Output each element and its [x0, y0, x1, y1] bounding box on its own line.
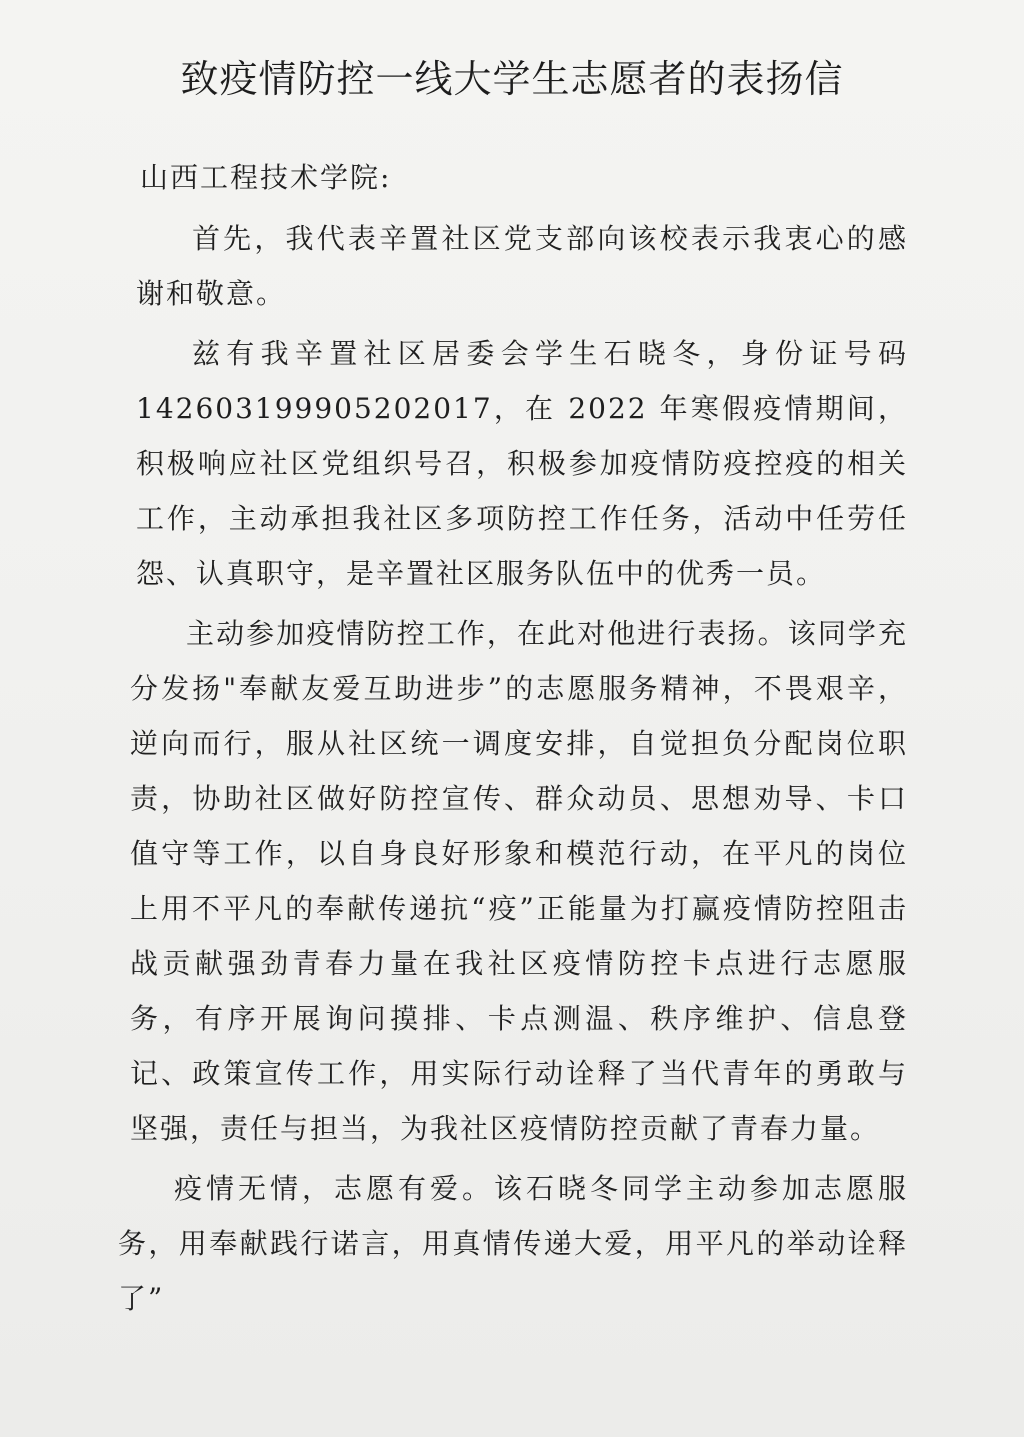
letter-title: 致疫情防控一线大学生志愿者的表扬信: [180, 57, 844, 101]
letter-paragraph: 主动参加疫情防控工作，在此对他进行表扬。该同学充分发扬"奉献友爱互助进步”的志愿服务精神，不畏艰辛，逆向而行，服从社区统一调度安排，自觉担负分配岗位职责，协助社区做好防控宣传、群众动员、思想劝导、卡口值守等工作，以自身良好形象和模范行动，在平凡的岗位上用不平凡的奉献传递抗“疫”正能量为打赢疫情防控阻击战贡献强劲青春力量在我社区疫情防控卡点进行志愿服务，有序开展询问摸排、卡点测温、秩序维护、信息登记、政策宣传工作，用实际行动诠释了当代青年的勇敢与坚强，责任与担当，为我社区疫情防控贡献了青春力量。: [130, 617, 908, 1145]
letter-body: [118, 150, 908, 1331]
letter-paragraph: 首先，我代表辛置社区党支部向该校表示我衷心的感谢和敬意。: [136, 222, 908, 310]
letter-paragraph: 兹有我辛置社区居委会学生石晓冬，身份证号码142603199905202017，在 2022 年寒假疫情期间，积极响应社区党组织号召，积极参加疫情防疫控疫的相关工作，主动承担我社区多项防控工作任务，活动中任劳任怨、认真职守，是辛置社区服务队伍中的优秀一员。: [136, 337, 908, 590]
letter-salutation: 山西工程技术学院:: [140, 161, 392, 194]
letter-paragraph: 疫情无情，志愿有爱。该石晓冬同学主动参加志愿服务，用奉献践行诺言，用真情传递大爱，用平凡的举动诠释了”: [118, 1172, 908, 1315]
